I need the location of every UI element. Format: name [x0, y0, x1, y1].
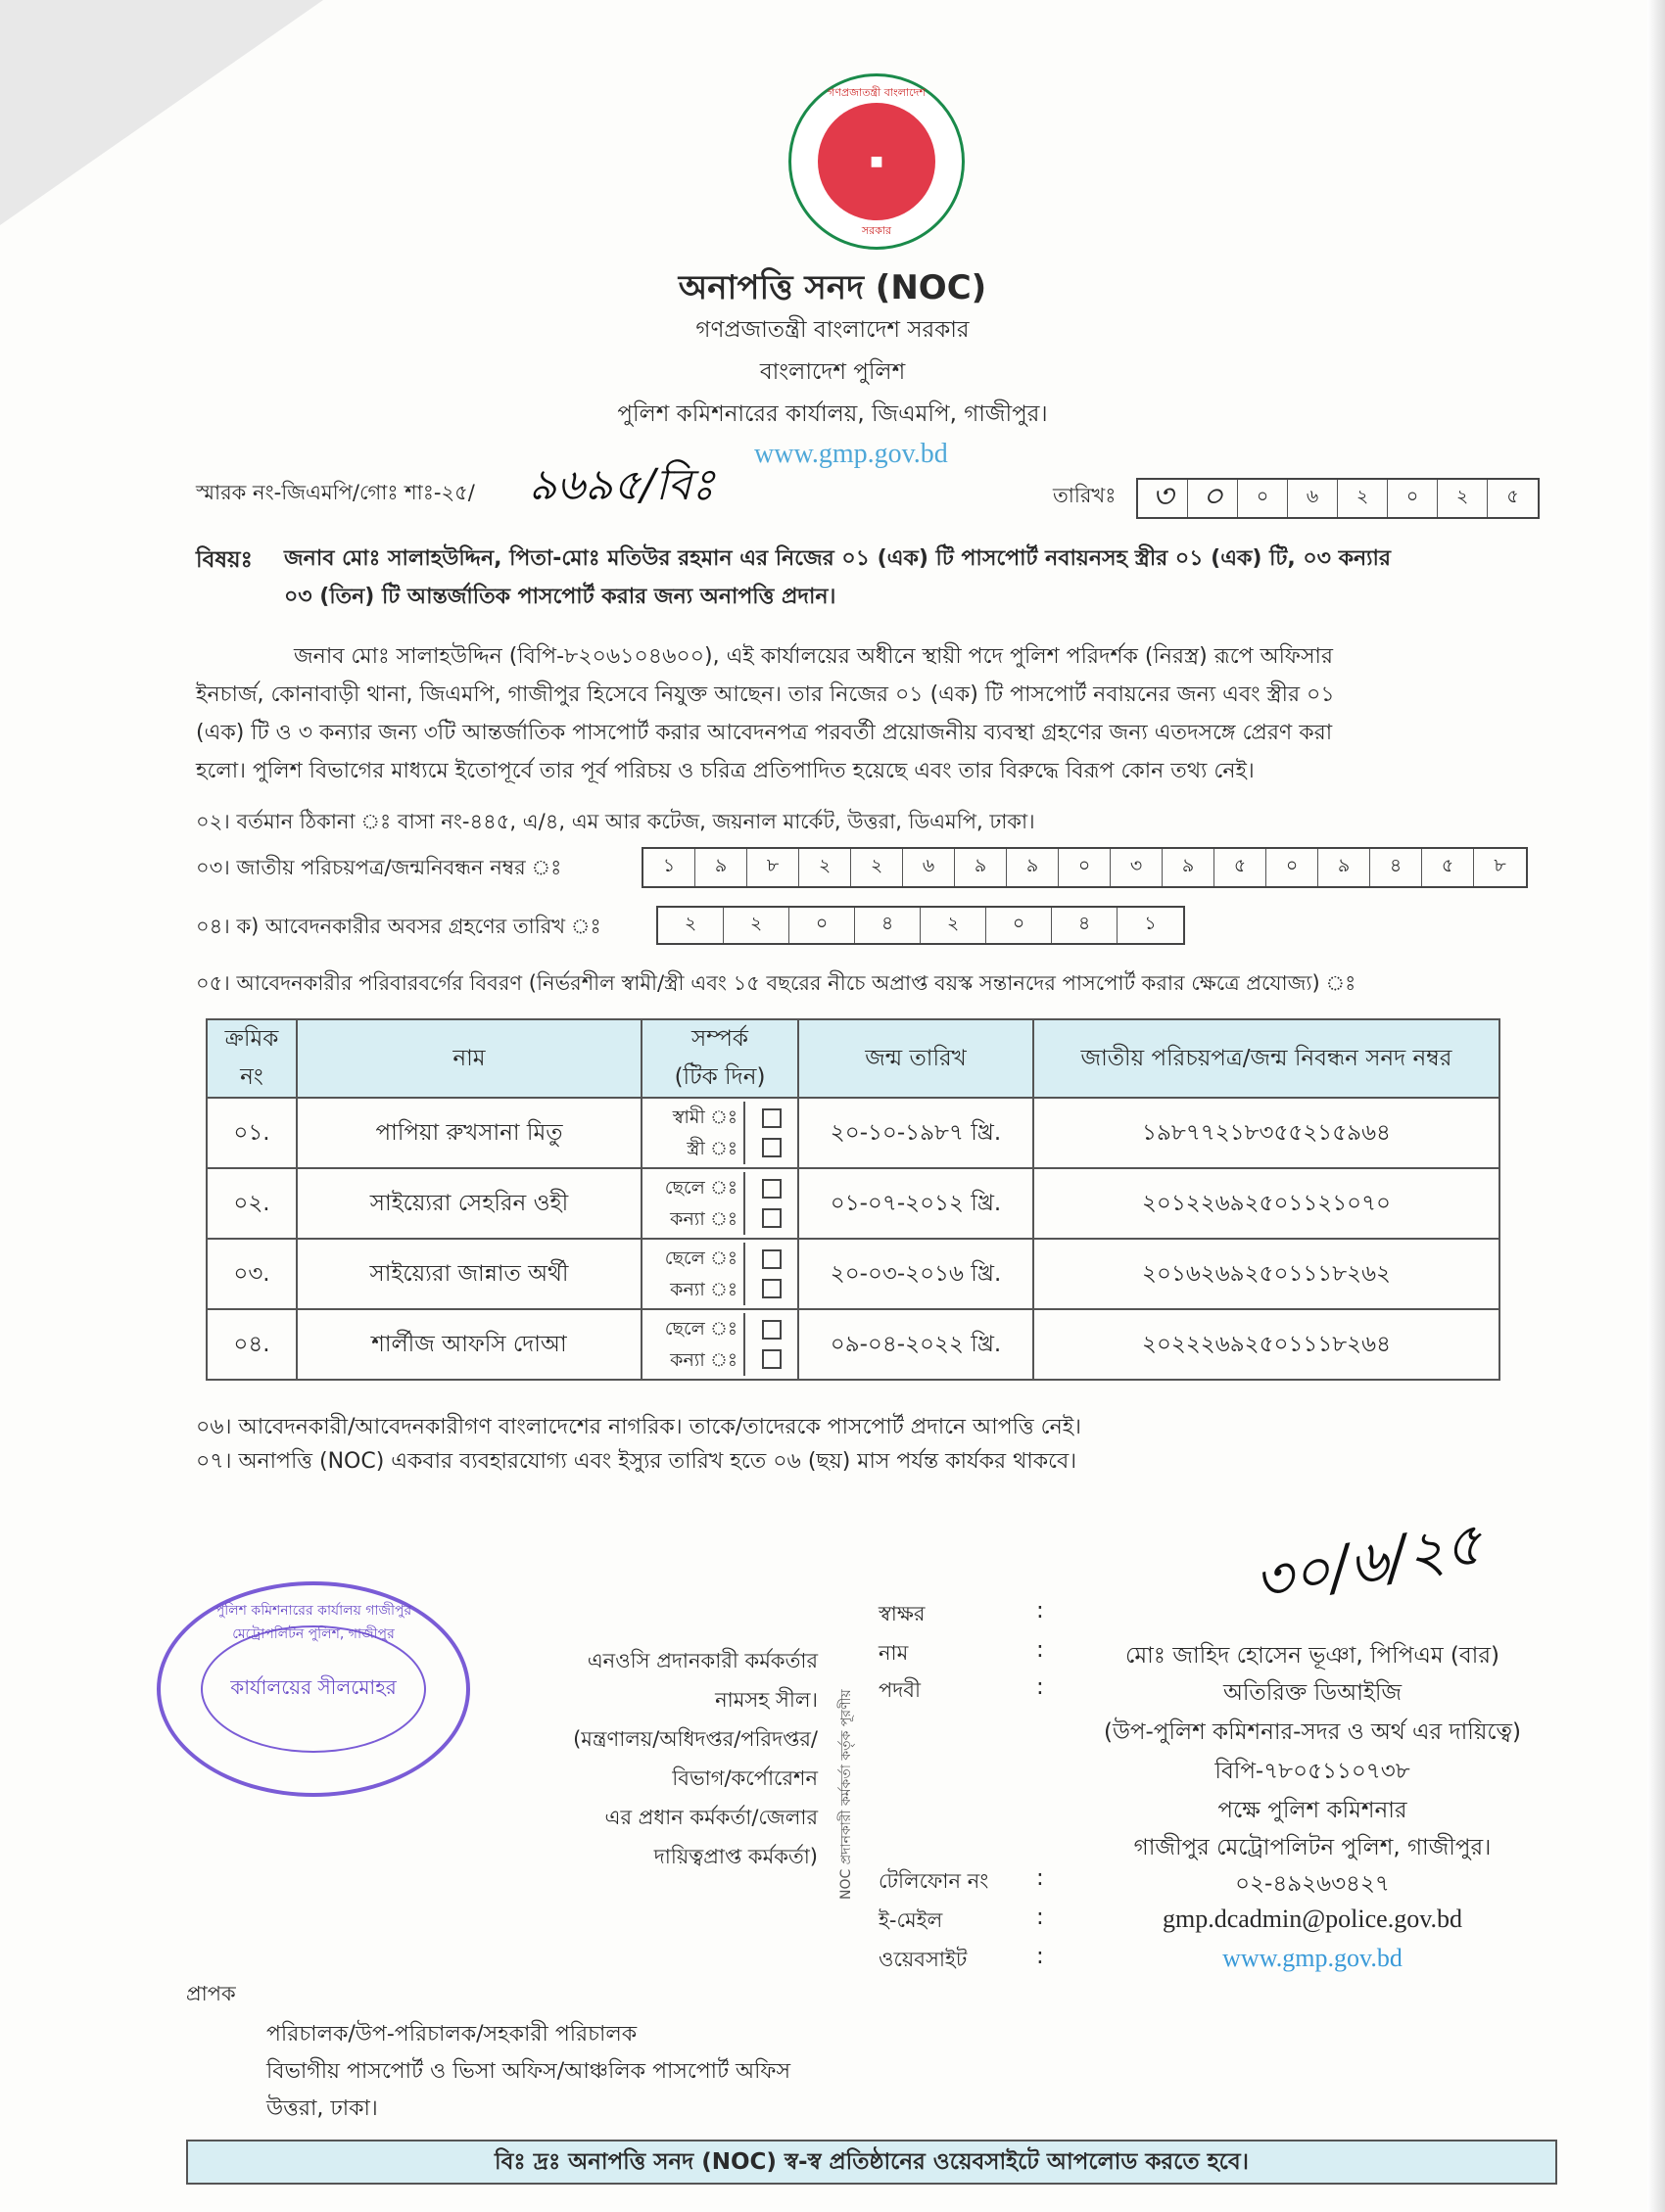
stamp-outer-text: পুলিশ কমিশনারের কার্যালয় গাজীপুর মেট্রোপলিটন পুলিশ, গাজীপুর — [214, 1603, 412, 1642]
digit-box: ১ — [643, 849, 695, 886]
recipient-line-2: বিভাগীয় পাসপোর্ট ও ভিসা অফিস/আঞ্চলিক পাসপোর্ট অফিস — [266, 2059, 791, 2084]
header-line-1: গণপ্রজাতন্ত্রী বাংলাদেশ সরকার — [695, 317, 970, 343]
header-line-3: পুলিশ কমিশনারের কার্যালয়, জিএমপি, গাজীপুর। — [617, 401, 1048, 427]
relation-checkbox-1[interactable] — [762, 1249, 782, 1269]
digit-box: ৩ — [1138, 480, 1188, 517]
seal-note-line: (মন্ত্রণালয়/অধিদপ্তর/পরিদপ্তর/ — [573, 1727, 818, 1751]
header-relation — [642, 1019, 798, 1098]
digit-box: ৫ — [1422, 849, 1474, 886]
header-relation-2: (টিক দিন) — [674, 1064, 766, 1090]
cell-serial: ০১. — [207, 1098, 297, 1168]
digit-box: ৯ — [1007, 849, 1059, 886]
officer-email[interactable]: gmp.dcadmin@police.gov.bd — [1162, 1905, 1463, 1933]
vertical-note: NOC প্রদানকারী কর্মকর্তা কর্তৃক পূরণীয় — [838, 1689, 854, 1900]
cell-dob: ০১-০৭-২০১২ খ্রি. — [798, 1168, 1033, 1239]
note-06: ০৬। আবেদনকারী/আবেদনকারীগণ বাংলাদেশের নাগরিক। তাকে/তাদেরকে পাসপোর্ট প্রদানে আপত্তি নেই। — [196, 1415, 1082, 1439]
cell-relation — [642, 1168, 798, 1239]
body-line-2: ইনচার্জ, কোনাবাড়ী থানা, জিএমপি, গাজীপুর হিসেবে নিযুক্ত আছেন। তার নিজের ০১ (এক) টি পাসপোর্ট নবায়নের জন্য এবং স্ত্রীর ০১ — [196, 682, 1335, 707]
header-name: নাম — [297, 1019, 642, 1098]
label-name: নাম — [879, 1641, 909, 1665]
subject-line-2: ০৩ (তিন) টি আন্তর্জাতিক পাসপোর্ট করার জন্য অনাপত্তি প্রদান। — [284, 585, 836, 609]
digit-box: ৪ — [1370, 849, 1422, 886]
relation-option-1: ছেলে ঃ — [664, 1247, 737, 1269]
colon: : — [1036, 1674, 1044, 1700]
relation-option-2: স্ত্রী ঃ — [687, 1138, 737, 1159]
cell-name: পাপিয়া রুখসানা মিতু — [297, 1098, 642, 1168]
digit-box: ২ — [658, 908, 724, 943]
cell-serial: ০৪. — [207, 1309, 297, 1380]
relation-checkbox-2[interactable] — [762, 1279, 782, 1298]
digit-box: ০ — [1266, 849, 1318, 886]
designation-3: বিপি-৭৮০৫১১০৭৩৮ — [1214, 1759, 1410, 1784]
recipient-line-3: উত্তরা, ঢাকা। — [266, 2096, 378, 2121]
relation-checkbox-1[interactable] — [762, 1320, 782, 1340]
cell-nid: ২০২২২৬৯২৫০১১১৮২৬৪ — [1033, 1309, 1499, 1380]
digit-box: ৯ — [955, 849, 1007, 886]
cell-serial: ০২. — [207, 1168, 297, 1239]
family-table — [206, 1018, 1500, 1381]
header-nid: জাতীয় পরিচয়পত্র/জন্ম নিবন্ধন সনদ নম্বর — [1033, 1019, 1499, 1098]
nid-boxes — [642, 847, 1528, 888]
digit-box: ০ — [1188, 480, 1238, 517]
digit-box: ৪ — [855, 908, 921, 943]
cell-serial: ০৩. — [207, 1239, 297, 1309]
document-title: অনাপত্তি সনদ (NOC) — [678, 268, 987, 307]
cell-relation — [642, 1098, 798, 1168]
relation-checkbox-2[interactable] — [762, 1208, 782, 1228]
digit-box: ৬ — [1288, 480, 1338, 517]
relation-option-2: কন্যা ঃ — [670, 1279, 737, 1300]
relation-checkbox-2[interactable] — [762, 1138, 782, 1157]
header-serial — [207, 1019, 297, 1098]
retirement-label: ০৪। ক) আবেদনকারীর অবসর গ্রহণের তারিখ ঃ — [196, 915, 601, 938]
digit-box: ২ — [1438, 480, 1488, 517]
relation-option-1: স্বামী ঃ — [672, 1106, 737, 1128]
seal-note-line: এনওসি প্রদানকারী কর্মকর্তার — [587, 1649, 818, 1672]
colon: : — [1036, 1905, 1044, 1930]
digit-box: ৬ — [903, 849, 955, 886]
officer-phone: ০২-৪৯২৬৩৪২৭ — [1235, 1871, 1390, 1897]
relation-option-2: কন্যা ঃ — [670, 1208, 737, 1230]
cell-dob: ২০-১০-১৯৮৭ খ্রি. — [798, 1098, 1033, 1168]
body-line-1: জনাব মোঃ সালাহউদ্দিন (বিপি-৮২০৬১০৪৬০০), এই কার্যালয়ের অধীনে স্থায়ী পদে পুলিশ পরিদর্শক (নিরস্ত্র) রূপে অফিসার — [294, 644, 1333, 669]
cell-name: সাইয়্যেরা জান্নাত অর্থী — [297, 1239, 642, 1309]
subject-label: বিষয়ঃ — [196, 547, 253, 573]
digit-box: ৫ — [1506, 486, 1519, 507]
recipient-line-1: পরিচালক/উপ-পরিচালক/সহকারী পরিচালক — [266, 2022, 638, 2047]
colon: : — [1036, 1865, 1044, 1891]
cell-relation — [642, 1309, 798, 1380]
stamp-inner-text: কার্যালয়ের সীলমোহর — [230, 1674, 397, 1699]
relation-option-2: কন্যা ঃ — [670, 1349, 737, 1371]
cell-relation — [642, 1239, 798, 1309]
header-serial-2: নং — [240, 1064, 263, 1090]
nid-label: ০৩। জাতীয় পরিচয়পত্র/জন্মনিবন্ধন নম্বর ঃ — [196, 856, 562, 879]
digit-box: ০ — [1059, 849, 1111, 886]
logo-ring-text: গণপ্রজাতন্ত্রী বাংলাদেশ — [828, 86, 926, 99]
relation-option-1: ছেলে ঃ — [664, 1318, 737, 1340]
digit-box: ২ — [724, 908, 789, 943]
cell-dob: ২০-০৩-২০১৬ খ্রি. — [798, 1239, 1033, 1309]
footer-note — [186, 2140, 1557, 2185]
seal-note-line: এর প্রধান কর্মকর্তা/জেলার — [604, 1806, 818, 1829]
digit-box: ৯ — [695, 849, 747, 886]
logo-bottom-text: সরকার — [861, 224, 892, 237]
colon: : — [1036, 1944, 1044, 1969]
digit-box: ৮ — [747, 849, 799, 886]
designation-1: অতিরিক্ত ডিআইজি — [1222, 1680, 1403, 1706]
body-line-3: (এক) টি ও ৩ কন্যার জন্য ৩টি আন্তর্জাতিক পাসপোর্ট করার আবেদনপত্র পরবর্তী প্রয়োজনীয় ব্যবস্থা গ্রহণের জন্য এতদসঙ্গে প্রেরণ করা — [196, 721, 1333, 745]
table-row — [207, 1309, 1499, 1380]
footer-note-text: বিঃ দ্রঃ অনাপত্তি সনদ (NOC) স্ব-স্ব প্রতিষ্ঠানের ওয়েবসাইটে আপলোড করতে হবে। — [495, 2148, 1249, 2175]
seal-note-line: দায়িত্বপ্রাপ্ত কর্মকর্তা) — [653, 1845, 818, 1868]
digit-box: ৩ — [1111, 849, 1163, 886]
signature-mark: ৩০/৬/২৫ — [1249, 1509, 1489, 1617]
label-designation: পদবী — [879, 1678, 921, 1702]
designation-5: গাজীপুর মেট্রোপলিটন পুলিশ, গাজীপুর। — [1133, 1835, 1492, 1860]
memo-label: স্মারক নং-জিএমপি/গোঃ শাঃ-২৫/ — [196, 481, 475, 504]
digit-box: ০ — [986, 908, 1052, 943]
header-serial-1: ক্রমিক — [224, 1026, 279, 1052]
cell-nid: ২০১৬২৬৯২৫০১১১৮২৬২ — [1033, 1239, 1499, 1309]
table-row — [207, 1239, 1499, 1309]
body-line-4: হলো। পুলিশ বিভাগের মাধ্যমে ইতোপূর্বে তার পূর্ব পরিচয় ও চরিত্র প্রতিপাদিত হয়েছে এবং তার বিরুদ্ধে বিরূপ কোন তথ্য নেই। — [196, 759, 1255, 783]
digit-box: ৯ — [1318, 849, 1370, 886]
officer-website[interactable]: www.gmp.gov.bd — [1222, 1944, 1403, 1972]
cell-nid: ১৯৮৭৭২১৮৩৫৫২১৫৯৬৪ — [1033, 1098, 1499, 1168]
digit-box: ৯ — [1163, 849, 1214, 886]
government-logo — [788, 73, 965, 250]
cell-dob: ০৯-০৪-২০২২ খ্রি. — [798, 1309, 1033, 1380]
colon: : — [1036, 1637, 1044, 1663]
retirement-date-boxes — [656, 906, 1185, 945]
digit-box: ৪ — [1052, 908, 1118, 943]
office-seal-stamp — [157, 1581, 470, 1797]
note-07: ০৭। অনাপত্তি (NOC) একবার ব্যবহারযোগ্য এবং ইস্যুর তারিখ হতে ০৬ (ছয়) মাস পর্যন্ত কার্যকর থাকবে। — [196, 1449, 1077, 1474]
seal-note-line: নামসহ সীল। — [715, 1688, 818, 1712]
label-phone: টেলিফোন নং — [879, 1869, 989, 1893]
digit-box: ২ — [851, 849, 903, 886]
recipient-label: প্রাপক — [186, 1982, 236, 2005]
label-website: ওয়েবসাইট — [879, 1948, 968, 1971]
header-dob: জন্ম তারিখ — [798, 1019, 1033, 1098]
designation-2: (উপ-পুলিশ কমিশনার-সদর ও অর্থ এর দায়িত্বে) — [1104, 1719, 1521, 1745]
family-label: ০৫। আবেদনকারীর পরিবারবর্গের বিবরণ (নির্ভরশীল স্বামী/স্ত্রী এবং ১৫ বছরের নীচে অপ্রাপ্ত বয়স্ক সন্তানদের পাসপোর্ট করার ক্ষেত্রে প্রযোজ্য) ঃ — [196, 971, 1356, 995]
date-boxes — [1136, 478, 1540, 519]
header-relation-1: সম্পর্ক — [691, 1026, 748, 1052]
digit-box: ২ — [799, 849, 851, 886]
cell-nid: ২০১২২৬৯২৫০১১২১০৭০ — [1033, 1168, 1499, 1239]
designation-4: পক্ষে পুলিশ কমিশনার — [1217, 1798, 1407, 1823]
digit-box: ১ — [1144, 913, 1157, 934]
memo-handwritten-number: ৯৬৯৫/বিঃ — [529, 460, 715, 510]
digit-box: ০ — [1388, 480, 1438, 517]
relation-checkbox-1[interactable] — [762, 1179, 782, 1199]
label-email: ই-মেইল — [879, 1908, 943, 1932]
digit-box: ৮ — [1494, 855, 1506, 876]
bangladesh-map-icon: ■ — [818, 103, 935, 220]
header-line-2: বাংলাদেশ পুলিশ — [759, 359, 906, 385]
page-fold — [0, 0, 323, 225]
relation-checkbox-2[interactable] — [762, 1349, 782, 1369]
seal-note-line: বিভাগ/কর্পোরেশন — [672, 1766, 818, 1790]
digit-box: ০ — [789, 908, 855, 943]
officer-name: মোঃ জাহিদ হোসেন ভূঞা, পিপিএম (বার) — [1125, 1643, 1499, 1669]
header-website: www.gmp.gov.bd — [754, 439, 948, 469]
cell-name: শার্লীজ আফসি দোআ — [297, 1309, 642, 1380]
table-row — [207, 1168, 1499, 1239]
digit-box: ০ — [1238, 480, 1288, 517]
label-sign: স্বাক্ষর — [879, 1602, 926, 1625]
subject-line-1: জনাব মোঃ সালাহউদ্দিন, পিতা-মোঃ মতিউর রহমান এর নিজের ০১ (এক) টি পাসপোর্ট নবায়নসহ স্ত্রীর ০১ (এক) টি, ০৩ কন্যার — [284, 546, 1392, 571]
digit-box: ২ — [1338, 480, 1388, 517]
digit-box: ২ — [921, 908, 986, 943]
address-line: ০২। বর্তমান ঠিকানা ঃ বাসা নং-৪৪৫, এ/৪, এম আর কটেজ, জয়নাল মার্কেট, উত্তরা, ডিএমপি, ঢাকা। — [196, 810, 1035, 833]
relation-checkbox-1[interactable] — [762, 1108, 782, 1128]
date-label: তারিখঃ — [1053, 484, 1117, 507]
relation-option-1: ছেলে ঃ — [664, 1177, 737, 1199]
digit-box: ৫ — [1214, 849, 1266, 886]
cell-name: সাইয়্যেরা সেহরিন ওহী — [297, 1168, 642, 1239]
table-row — [207, 1098, 1499, 1168]
colon: : — [1036, 1598, 1044, 1624]
